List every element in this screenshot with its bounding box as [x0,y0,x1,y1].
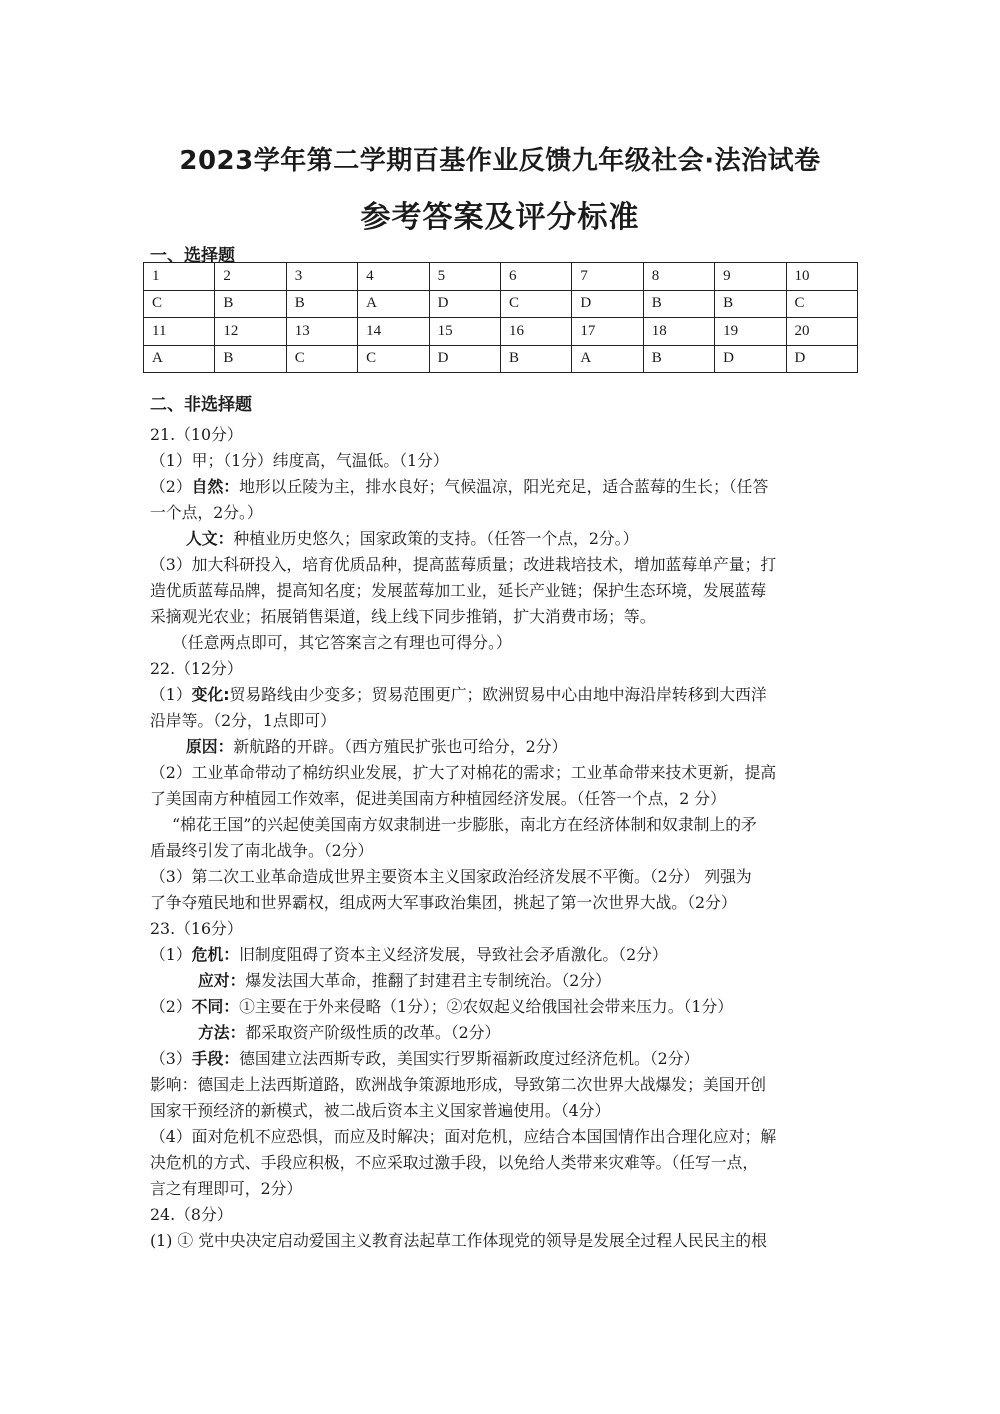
answer-label: 危机： [191,945,240,964]
q23-answer-line: （4）面对危机不应恐惧，而应及时解决；面对危机，应结合本国国情作出合理化应对；解 [150,1127,777,1146]
q22-answer-line: “棉花王国”的兴起使美国南方奴隶制进一步膨胀，南北方在经济体制和奴隶制上的矛 [172,815,757,834]
question-number-cell: 11 [144,318,215,346]
question-number-cell: 20 [786,318,857,346]
q22-answer-line [150,682,862,708]
question-number-cell: 2 [215,263,286,291]
question-number-cell: 16 [500,318,571,346]
part-number: （2） [150,997,192,1016]
q23-answer-line [150,1020,862,1046]
q23-answer-line [150,968,862,994]
section-heading-nonchoice: 二、非选择题 [150,395,252,415]
answer-cell: B [215,345,286,373]
answer-cell: A [572,345,643,373]
answer-label: 人文： [186,529,234,548]
question-number-row [144,263,858,291]
answer-cell: B [286,290,357,318]
q21-answer-line: 采摘观光农业；拓展销售渠道，线上线下同步推销，扩大消费市场；等。 [150,607,656,626]
q22-answer-line: 盾最终引发了南北战争。（2分） [150,841,374,860]
q21-answer-line: （3）加大科研投入，培育优质品种，提高蓝莓质量；改进栽培技术，增加蓝莓单产量；打 [150,555,777,574]
answer-label: 自然： [191,477,240,496]
part-number: （1） [150,945,192,964]
question-header-22: 22.（12分） [150,659,243,678]
answer-cell: D [429,345,500,373]
q23-answer-line: 国家干预经济的新模式，被二战后资本主义国家普遍使用。（4分） [150,1101,611,1120]
answer-cell: A [144,345,215,373]
q22-answer-line [150,734,862,760]
answer-cell: B [215,290,286,318]
question-number-cell: 5 [429,263,500,291]
q21-answer-line: （1）甲；（1分）纬度高，气温低。（1分） [150,451,449,470]
q23-answer-line [150,994,862,1020]
answer-cell: C [286,345,357,373]
q23-answer-line [150,942,862,968]
part-number: （3） [150,1049,192,1068]
q23-answer-line [150,1046,862,1072]
q22-answer-line: 了美国南方种植园工作效率，促进美国南方种植园经济发展。（任答一个点，2 分） [150,789,726,808]
answer-cell: B [715,290,786,318]
part-number: （1） [150,685,192,704]
answer-label: 变化: [191,685,230,704]
answer-label: 应对： [198,971,246,990]
answer-text: 种植业历史悠久；国家政策的支持。（任答一个点，2分。） [233,529,639,548]
answer-text: ①主要在于外来侵略（1分）；②农奴起义给俄国社会带来压力。（1分） [239,997,734,1016]
question-number-cell: 13 [286,318,357,346]
question-number-cell: 10 [786,263,857,291]
answer-cell: B [643,345,714,373]
answer-cell: D [572,290,643,318]
question-number-cell: 18 [643,318,714,346]
question-number-cell: 7 [572,263,643,291]
answer-text: 旧制度阻碍了资本主义经济发展，导致社会矛盾激化。（2分） [239,945,668,964]
answer-cell: B [500,345,571,373]
question-number-cell: 6 [500,263,571,291]
answer-label: 手段： [191,1049,240,1068]
question-number-cell: 17 [572,318,643,346]
answer-cell: C [500,290,571,318]
q23-answer-line: 言之有理即可，2分） [150,1179,303,1198]
document-subtitle: 参考答案及评分标准 [360,200,640,235]
q24-answer-line: (1) ① 党中央决定启动爱国主义教育法起草工作体现党的领导是发展全过程人民民主的根 [150,1231,767,1250]
question-header-24: 24.（8分） [150,1205,233,1224]
question-header-23: 23.（16分） [150,919,243,938]
question-number-cell: 9 [715,263,786,291]
q22-answer-line: （2）工业革命带动了棉纺织业发展，扩大了对棉花的需求；工业革命带来技术更新，提高 [150,763,777,782]
answer-text: 爆发法国大革命，推翻了封建君主专制统治。（2分） [245,971,611,990]
answer-body [150,422,862,1254]
question-number-cell: 14 [358,318,429,346]
document-title: 2023学年第二学期百基作业反馈九年级社会·法治试卷 [179,146,821,176]
section-heading-choice: 一、选择题 [150,246,235,266]
q21-answer-line: 一个点，2分。） [150,503,263,522]
answer-text: 都采取资产阶级性质的改革。（2分） [245,1023,501,1042]
answer-cell: D [429,290,500,318]
question-number-cell: 4 [358,263,429,291]
q21-answer-line [150,474,862,500]
q21-scoring-note: （任意两点即可，其它答案言之有理也可得分。） [172,633,512,652]
question-number-cell: 8 [643,263,714,291]
answer-cell: A [358,290,429,318]
question-number-cell: 12 [215,318,286,346]
question-number-row [144,318,858,346]
answer-label: 原因： [186,737,234,756]
answer-cell: D [786,345,857,373]
answer-cell: B [643,290,714,318]
answer-cell: C [786,290,857,318]
part-number: （2） [150,477,192,496]
answer-label: 方法： [198,1023,246,1042]
answer-text: 新航路的开辟。（西方殖民扩张也可给分，2分） [233,737,568,756]
question-number-cell: 3 [286,263,357,291]
q22-answer-line: 沿岸等。（2分，1点即可） [150,711,336,730]
q21-answer-line: 造优质蓝莓品牌，提高知名度；发展蓝莓加工业，延长产业链；保护生态环境，发展蓝莓 [150,581,767,600]
question-number-cell: 1 [144,263,215,291]
answer-cell: C [144,290,215,318]
question-number-cell: 15 [429,318,500,346]
answer-row [144,290,858,318]
q23-answer-line: 影响：德国走上法西斯道路，欧洲战争策源地形成，导致第二次世界大战爆发；美国开创 [150,1075,767,1094]
answer-label: 不同： [191,997,240,1016]
answer-cell: D [715,345,786,373]
answer-text: 德国建立法西斯专政，美国实行罗斯福新政度过经济危机。（2分） [239,1049,700,1068]
q22-answer-line: 了争夺殖民地和世界霸权，组成两大军事政治集团，挑起了第一次世界大战。（2分） [150,893,737,912]
question-header-21: 21.（10分） [150,425,243,444]
question-number-cell: 19 [715,318,786,346]
q22-answer-line: （3）第二次工业革命造成世界主要资本主义国家政治经济发展不平衡。（2分） 列强为 [150,867,752,886]
answer-cell: C [358,345,429,373]
answer-row [144,345,858,373]
answer-text: 贸易路线由少变多；贸易范围更广；欧洲贸易中心由地中海沿岸转移到大西洋 [229,685,767,704]
answer-text: 地形以丘陵为主，排水良好；气候温凉，阳光充足，适合蓝莓的生长；（任答 [239,477,769,496]
q21-answer-line [150,526,862,552]
choice-answer-table [143,262,858,373]
q23-answer-line: 决危机的方式、手段应积极，不应采取过激手段，以免给人类带来灾难等。（任写一点， [150,1153,759,1172]
